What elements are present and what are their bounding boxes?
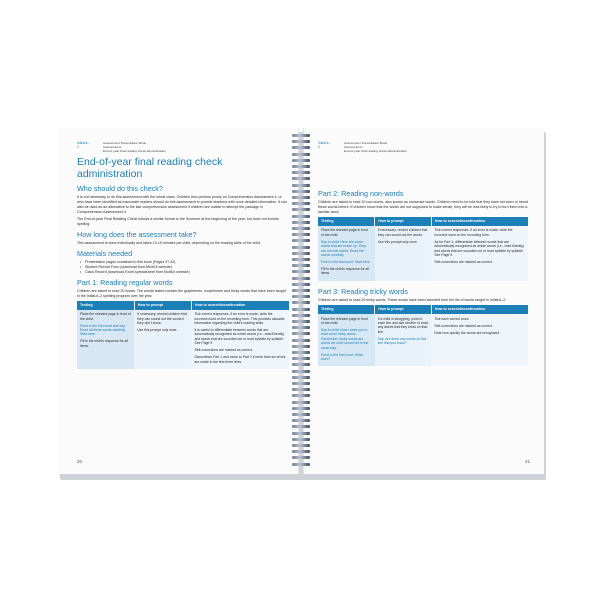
table-header: How to score/discontinuation	[431, 305, 528, 314]
spiral-coil	[292, 246, 310, 249]
spiral-coil	[292, 407, 310, 410]
cell-text: Self-corrections are marked as correct.	[434, 323, 493, 328]
spiral-coil	[292, 463, 310, 466]
table-cell-testing	[318, 314, 375, 366]
left-page-content	[77, 156, 289, 369]
cell-text: Fill in the child's response for all items.	[321, 267, 369, 276]
table-header: How to prompt	[134, 301, 191, 310]
cell-text: Use this prompt only once.	[137, 327, 178, 332]
spiral-coil	[292, 208, 310, 211]
paragraph: Children are asked to read 10 non-words, also known as nonsense words. Children need to be told that they have not seen or heard these words before. If children know that the words are not supposed to make sense, they will be less likely to try to turn them into a familiar word.	[318, 200, 528, 214]
cell-text: Point to the first word: Start here.	[321, 260, 371, 265]
spiral-coil	[292, 388, 310, 391]
paragraph: It is not necessary to do this assessment with the whole class. Children who perform poorly on Comprehension Assessment 4, or who have been identified as inaccurate readers should do this assessment to provide teachers with more detailed information. It can also be used as an alternative to the last comprehension assessment if children are unable to attempt the passage in Comprehension Assessment 4.	[77, 195, 287, 214]
cell-text: Say to child: Here are some words that are made up. They are not real words. Read the words carefully.	[321, 239, 366, 258]
spiral-coil	[292, 190, 310, 193]
spiral-coil	[292, 456, 310, 459]
header-line: End-of-year final reading check administration	[103, 149, 166, 153]
section-heading: Part 2: Reading non-words	[318, 189, 404, 198]
section-heading: Materials needed	[77, 248, 133, 258]
spiral-coil	[292, 394, 310, 397]
spiral-coil	[292, 314, 310, 317]
table-cell-score	[431, 226, 528, 281]
spiral-binding	[290, 132, 312, 472]
list-item: • Class Record (download Excel spreadsheet from MultiLit website)	[77, 270, 289, 275]
spiral-coil	[292, 450, 310, 453]
section-heading: Part 1: Reading regular words	[77, 277, 173, 287]
page-number: 21	[524, 459, 530, 464]
spiral-coil	[292, 308, 310, 311]
left-page	[58, 128, 299, 474]
spiral-coil	[292, 425, 310, 428]
table-cell-prompt	[134, 310, 191, 369]
section-heading: How long does the assessment take?	[77, 230, 197, 240]
cell-text: Self-corrections are marked as correct.	[194, 348, 253, 353]
spiral-coil	[292, 165, 310, 168]
materials-list	[77, 260, 289, 275]
spiral-coil	[292, 264, 310, 267]
spiral-coil	[292, 221, 310, 224]
spiral-coil	[292, 438, 310, 441]
table-header: How to prompt	[375, 305, 432, 314]
table-cell-testing	[77, 310, 134, 369]
cell-text: Self-corrections are marked as correct.	[434, 260, 493, 265]
spiral-coil	[292, 184, 310, 187]
spiral-coil	[292, 370, 310, 373]
spiral-coil	[292, 401, 310, 404]
cell-text: Point to the first word and say: Read all these words carefully. Start here.	[80, 323, 126, 337]
right-page	[303, 128, 544, 474]
cell-text: Say to child: Now I want you to read some tricky words. Remember, tricky words are words we can't sound out in the usual way.	[321, 327, 369, 350]
spiral-coil	[292, 202, 310, 205]
spiral-coil	[292, 345, 310, 348]
cell-text: Use this prompt only once.	[377, 239, 418, 244]
table-header: How to prompt	[375, 217, 432, 226]
table-cell-score	[431, 314, 528, 366]
table-header: Testing	[318, 305, 375, 314]
table-cell-prompt	[375, 226, 432, 281]
section-heading: Part 3: Reading tricky words	[318, 286, 408, 296]
table-cell-prompt	[375, 314, 432, 366]
header-line: Assessments	[344, 145, 363, 149]
section-heading: Who should do this check?	[77, 184, 163, 193]
spiral-coil	[292, 301, 310, 304]
cell-text: Say: Are there any words on this line that you know?	[377, 336, 427, 346]
cell-text: Place the relevant page in front of the child.	[80, 312, 131, 321]
spiral-coil	[292, 376, 310, 379]
header-line: Assessments	[103, 145, 122, 149]
spiral-coil	[292, 153, 310, 156]
spiral-coil	[292, 233, 310, 236]
table-header: Testing	[77, 301, 134, 310]
paragraph: The End-of-year Final Reading Check follows a similar format to the Screener at the beginning of the year, but does not include spelling.	[77, 217, 279, 227]
cell-text: Place the relevant page in front of the child.	[321, 228, 368, 237]
spiral-coil	[292, 196, 310, 199]
cell-text: Point to the first word: What word?	[321, 352, 363, 361]
cell-text: As for Part 1, differentiate between words that are automatically recognised as whole words (i.e., read fluently) and words that are sounded out or read syllable by syllable. See Page 9.	[434, 239, 525, 258]
spiral-coil	[292, 283, 310, 286]
spiral-coil	[292, 227, 310, 230]
spiral-coil	[292, 363, 310, 366]
spiral-coil	[292, 320, 310, 323]
cell-text: Place the relevant page in front of the child.	[321, 316, 368, 325]
spiral-coil	[292, 326, 310, 329]
cell-text: Tick correct responses. If an error is made, write the incorrect word on the recording form. This provides valuable information regarding the child's reading skills.	[194, 312, 285, 325]
list-item: • Presentation pages contained in this book (Pages 37-42)	[77, 260, 289, 265]
part3-table	[318, 305, 528, 366]
spiral-coil	[292, 289, 310, 292]
table-cell-testing	[318, 226, 375, 281]
paragraph: This assessment is done individually and takes 10-15 minutes per child, depending on the reading skills of the child.	[77, 241, 261, 246]
spiral-coil	[292, 140, 310, 143]
table-cell-score	[191, 310, 289, 369]
page-number: 20	[77, 459, 83, 464]
series-name: InitiaLit–2	[318, 141, 331, 149]
table-header: How to score/discontinuation	[191, 301, 289, 310]
cell-text: If necessary, remind children that they can sound out the words.	[377, 228, 428, 237]
spiral-coil	[292, 171, 310, 174]
series-name: InitiaLit–2	[77, 141, 90, 149]
spiral-coil	[292, 357, 310, 360]
spiral-coil	[292, 419, 310, 422]
spiral-coil	[292, 277, 310, 280]
cell-text: Note how quickly the words are recognised.	[434, 330, 500, 335]
spiral-coil	[292, 444, 310, 447]
spiral-coil	[292, 413, 310, 416]
spiral-coil	[292, 146, 310, 149]
spiral-coil	[292, 159, 310, 162]
part2-table	[318, 217, 528, 281]
right-page-content	[318, 186, 528, 366]
cell-text: Tick each correct word.	[434, 316, 470, 321]
spiral-coil	[292, 215, 310, 218]
spiral-coil	[292, 339, 310, 342]
table-header: How to score/discontinuation	[431, 217, 528, 226]
cell-text: Discontinue Part 1 and move to Part 2 if more than six errors are made in the first three lines.	[194, 355, 286, 364]
spiral-coil	[292, 332, 310, 335]
paragraph: Children are asked to read 20 tricky words. These words have been selected from the list of words taught in InitiaLit–2.	[318, 297, 507, 302]
spiral-coil	[292, 134, 310, 137]
paragraph: Children are asked to read 20 words. The words tested contain the graphemes, morphemes and tricky words that have been taught in the InitiaLit–2 spelling program over the year.	[77, 288, 286, 298]
table-header: Testing	[318, 217, 375, 226]
cell-text: If necessary, remind children that they can sound out the words if they don't know.	[137, 312, 187, 325]
header-line: Assessment Presentation Book	[103, 141, 146, 145]
spiral-coil	[292, 351, 310, 354]
spiral-coil	[292, 295, 310, 298]
spiral-coil	[292, 432, 310, 435]
spiral-coil	[292, 258, 310, 261]
part1-table	[77, 301, 289, 369]
spiral-coil	[292, 252, 310, 255]
cell-text: It is useful to differentiate between words that are automatically recognised as whole words (i.e., read fluently) and words that are sounded out or read syllable by syllable. See Page 9.	[194, 327, 285, 346]
header-line: Assessment Presentation Book	[344, 141, 387, 145]
spiral-coil	[292, 177, 310, 180]
cell-text: If a child is struggling, point to each line and ask him/her to read any words that they know on that line.	[377, 316, 428, 334]
cell-text: Tick correct responses. If an error is made, write the incorrect word on the recording form.	[434, 228, 513, 237]
list-item: • Student Record Form (download from MultiLit website)	[77, 265, 289, 270]
spiral-coil	[292, 270, 310, 273]
spiral-coil	[292, 239, 310, 242]
open-booklet	[58, 128, 544, 476]
page-title: End-of-year final reading check administration	[77, 156, 223, 180]
cell-text: Fill in the child's response for all items.	[80, 339, 128, 348]
spiral-coil	[292, 382, 310, 385]
header-line: End-of-year final reading check administration	[344, 149, 407, 153]
